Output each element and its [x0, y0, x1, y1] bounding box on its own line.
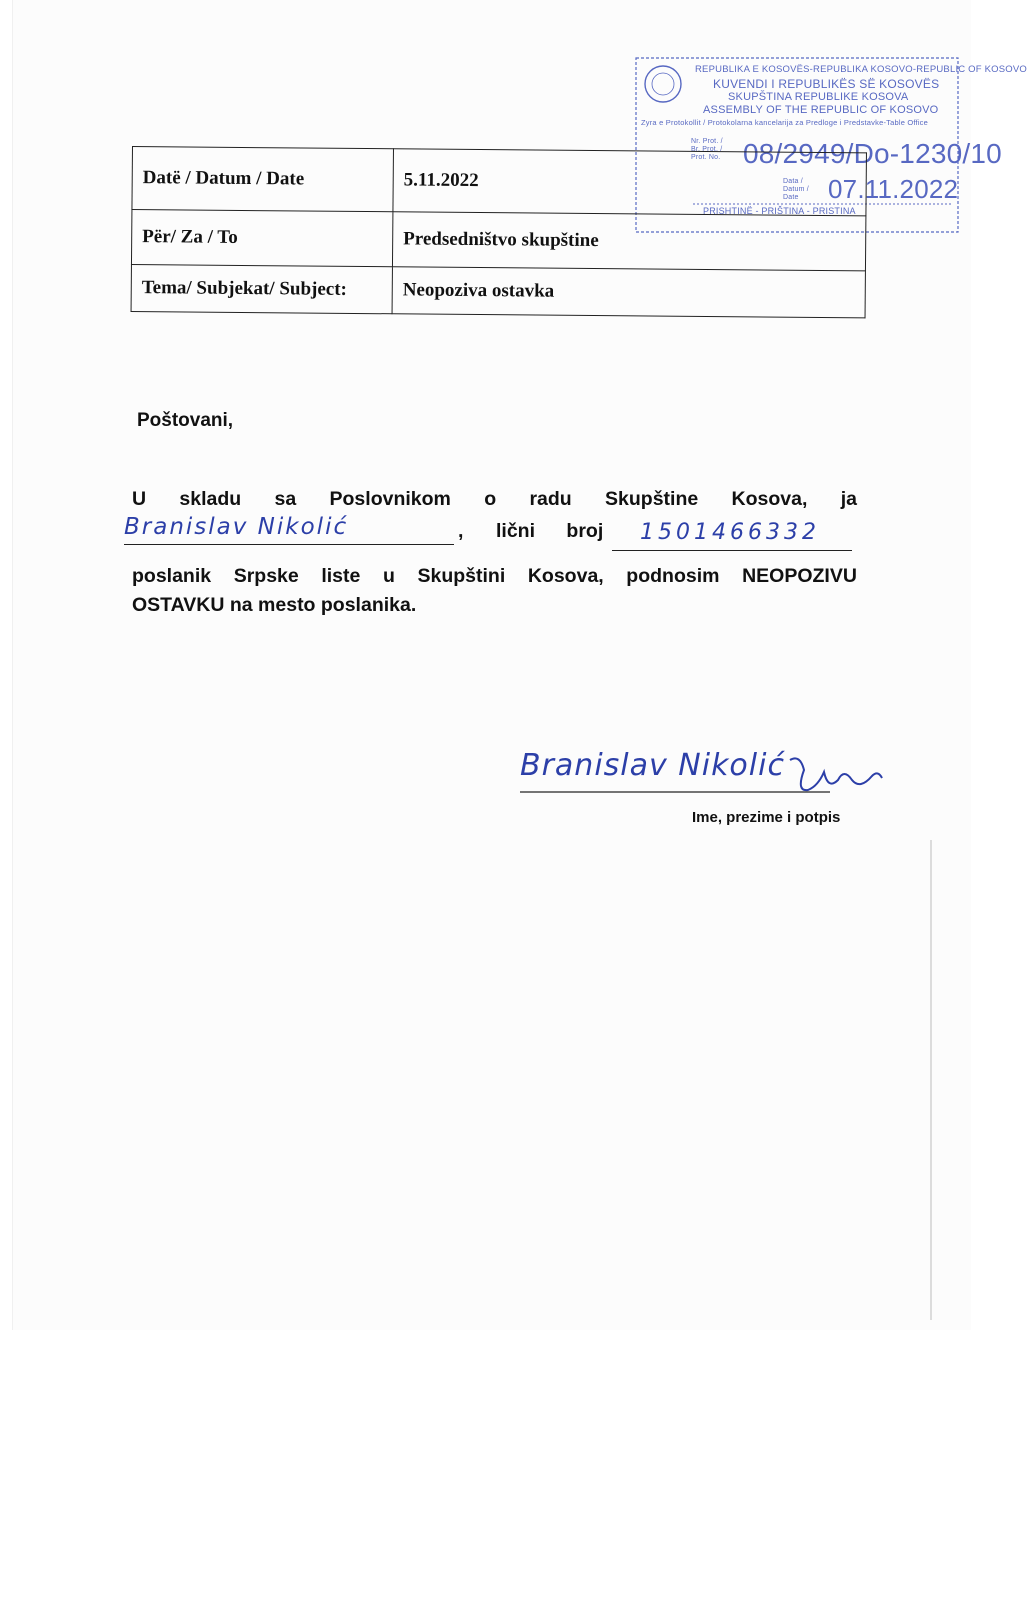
id-label: lični broj — [496, 520, 604, 542]
handwritten-name: Branislav Nikolić — [124, 514, 349, 540]
word: Kosova, — [731, 488, 808, 510]
subject-value: Neopoziva ostavka — [392, 267, 865, 318]
word: Skupštini — [417, 565, 506, 587]
word: U — [132, 488, 147, 510]
word: podnosim — [626, 565, 720, 587]
handwritten-signature: Branislav Nikolić — [520, 748, 785, 783]
signature-caption: Ime, prezime i potpis — [692, 809, 841, 826]
word: sa — [274, 488, 297, 510]
name-separator: , — [458, 520, 464, 542]
to-label: Për/ Za / To — [131, 210, 392, 267]
stamp-prot-number: 08/2949/Do-1230/10 — [743, 138, 1002, 169]
body-line-1 — [132, 488, 857, 511]
stamp-date-value: 07.11.2022 — [828, 174, 959, 204]
stamp-line-3: SKUPŠTINA REPUBLIKE KOSOVA — [728, 91, 909, 103]
table-row — [131, 210, 865, 271]
subject-label: Tema/ Subjekat/ Subject: — [131, 264, 392, 313]
word: skladu — [179, 488, 242, 510]
stamp-line-5: Zyra e Protokollit / Protokolarna kancelarija za Predloge i Predstavke-Table Office — [641, 118, 929, 127]
scan-edge-shadow — [930, 840, 932, 1320]
body-line-3 — [132, 565, 857, 588]
stamp-line-4: ASSEMBLY OF THE REPUBLIC OF KOSOVO — [703, 104, 939, 116]
date-label: Datë / Datum / Date — [132, 147, 394, 212]
stamp-line-1: REPUBLIKA E KOSOVËS-REPUBLIKA KOSOVO-REPUBLIC OF KOSOVO — [695, 64, 1027, 75]
table-row — [132, 147, 867, 216]
word: Kosova, — [527, 565, 604, 587]
word: o — [484, 488, 497, 510]
signature-scribble — [520, 752, 920, 802]
word: radu — [529, 488, 572, 510]
salutation: Poštovani, — [137, 410, 234, 431]
stamp-date-label: Data / Datum / Date — [783, 178, 809, 201]
header-table — [131, 146, 867, 318]
to-value: Predsedništvo skupštine — [392, 212, 865, 271]
word: poslanik — [132, 565, 212, 587]
word: ja — [840, 488, 857, 510]
word: Skupštine — [605, 488, 699, 510]
word: u — [382, 565, 395, 587]
handwritten-id: 1501466332 — [640, 520, 820, 545]
date-value: 5.11.2022 — [393, 149, 867, 216]
stamp-line-2: KUVENDI I REPUBLIKËS SË KOSOVËS — [713, 77, 940, 91]
word: liste — [321, 565, 361, 587]
word: NEOPOZIVU — [742, 565, 857, 587]
stamp-city: PRISHTINË - PRIŠTINA - PRISTINA — [703, 206, 856, 216]
word: Poslovnikom — [329, 488, 451, 510]
word: Srpske — [233, 565, 299, 587]
stamp-prot-label: Nr. Prot. / Br. Prot. / Prot. No. — [691, 138, 723, 161]
table-row — [131, 264, 865, 317]
body-line-4: OSTAVKU na mesto poslanika. — [132, 594, 417, 616]
